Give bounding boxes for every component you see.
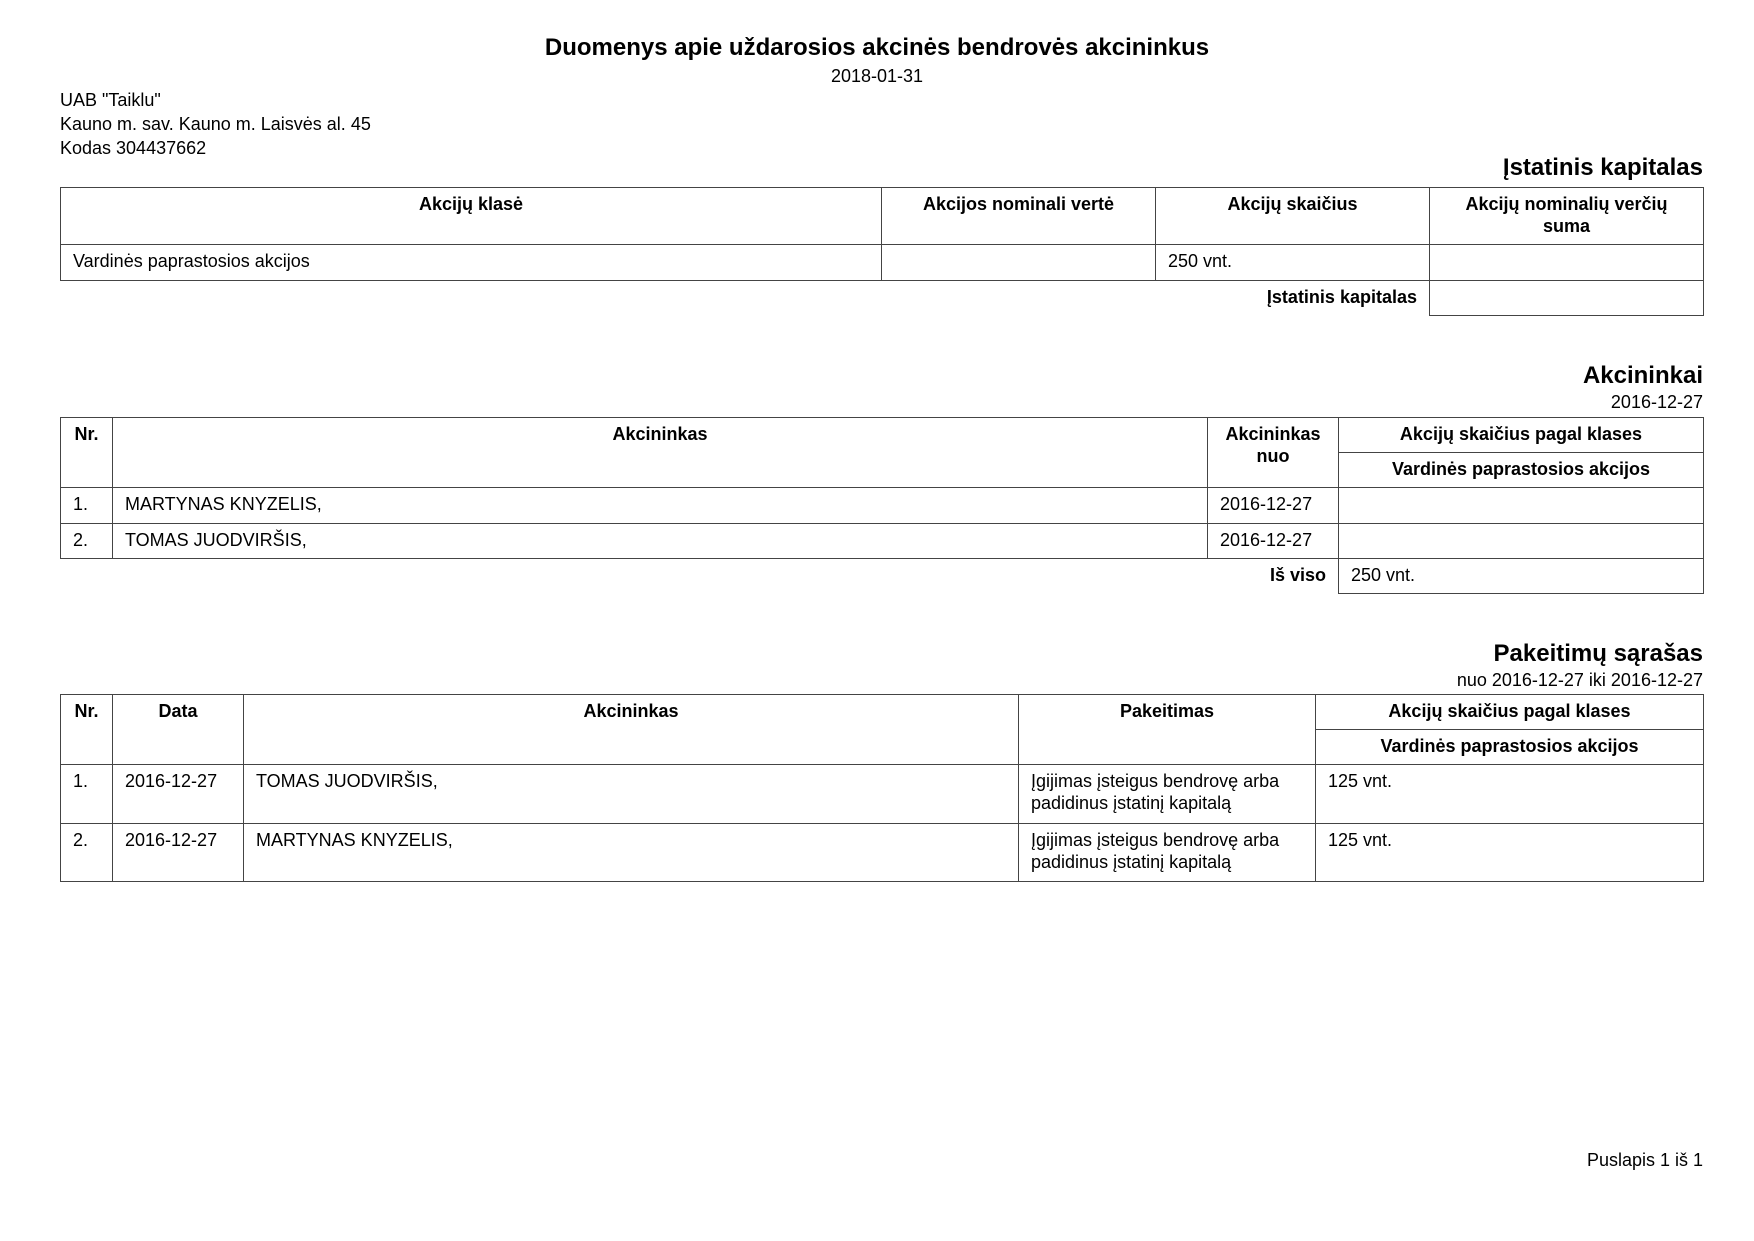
col-by-class: Akcijų skaičius pagal klases (1339, 418, 1704, 453)
company-info (60, 88, 371, 160)
change-count: 125 vnt. (1316, 765, 1704, 824)
col-class1: Vardinės paprastosios akcijos (1316, 730, 1704, 765)
holder-name: TOMAS JUODVIRŠIS, (113, 524, 1208, 559)
holder-since: 2016-12-27 (1208, 524, 1339, 559)
table-row (61, 824, 1704, 882)
shareholders-table (60, 417, 1704, 594)
holder-name: MARTYNAS KNYZELIS, (244, 824, 1019, 882)
share-class: Vardinės paprastosios akcijos (61, 245, 882, 281)
col-holder: Akcininkas (113, 418, 1208, 488)
page-number: Puslapis 1 iš 1 (1586, 1150, 1703, 1170)
change-type: Įgijimas įsteigus bendrovę arba padidinus įstatinį kapitalą (1019, 824, 1316, 882)
change-type: Įgijimas įsteigus bendrovę arba padidinus įstatinį kapitalą (1019, 765, 1316, 824)
col-nr: Nr. (61, 418, 113, 488)
share-count: 250 vnt. (1156, 245, 1430, 281)
col-change: Pakeitimas (1019, 695, 1316, 765)
nominal-value (882, 245, 1156, 281)
change-date: 2016-12-27 (113, 765, 244, 824)
capital-total-value (1430, 281, 1704, 316)
table-row (61, 765, 1704, 824)
shareholders-total-label: Iš viso (1269, 565, 1326, 585)
table-row (61, 524, 1704, 559)
capital-total-label: Įstatinis kapitalas (1266, 287, 1417, 307)
shareholders-heading: Akcininkai (1582, 362, 1703, 389)
capital-table (60, 187, 1704, 316)
row-nr: 2. (61, 824, 113, 882)
change-date: 2016-12-27 (113, 824, 244, 882)
changes-table (60, 694, 1704, 882)
company-name: UAB "Taiklu" (60, 90, 161, 110)
table-row (61, 245, 1704, 281)
col-share-class: Akcijų klasė (61, 188, 882, 245)
changes-range: nuo 2016-12-27 iki 2016-12-27 (1456, 670, 1703, 690)
holder-count (1339, 488, 1704, 524)
col-share-count: Akcijų skaičius (1156, 188, 1430, 245)
row-nr: 2. (61, 524, 113, 559)
col-date: Data (113, 695, 244, 765)
document-title: Duomenys apie uždarosios akcinės bendrovės akcininkus (544, 34, 1210, 61)
document-date: 2018-01-31 (830, 66, 924, 86)
col-class1: Vardinės paprastosios akcijos (1339, 453, 1704, 488)
col-nominal-sum: Akcijų nominalių verčių suma (1430, 188, 1704, 245)
col-by-class: Akcijų skaičius pagal klases (1316, 695, 1704, 730)
shareholders-date: 2016-12-27 (1610, 392, 1703, 412)
changes-heading: Pakeitimų sąrašas (1493, 640, 1703, 667)
col-nr: Nr. (61, 695, 113, 765)
col-since: Akcininkas nuo (1208, 418, 1339, 488)
table-row (61, 488, 1704, 524)
col-nominal-value: Akcijos nominali vertė (882, 188, 1156, 245)
change-count: 125 vnt. (1316, 824, 1704, 882)
holder-name: TOMAS JUODVIRŠIS, (244, 765, 1019, 824)
holder-since: 2016-12-27 (1208, 488, 1339, 524)
capital-heading: Įstatinis kapitalas (1502, 154, 1703, 181)
holder-count (1339, 524, 1704, 559)
col-holder: Akcininkas (244, 695, 1019, 765)
holder-name: MARTYNAS KNYZELIS, (113, 488, 1208, 524)
row-nr: 1. (61, 488, 113, 524)
company-code: Kodas 304437662 (60, 138, 207, 158)
company-address: Kauno m. sav. Kauno m. Laisvės al. 45 (60, 114, 371, 134)
nominal-sum (1430, 245, 1704, 281)
row-nr: 1. (61, 765, 113, 824)
shareholders-total-value: 250 vnt. (1339, 559, 1704, 594)
